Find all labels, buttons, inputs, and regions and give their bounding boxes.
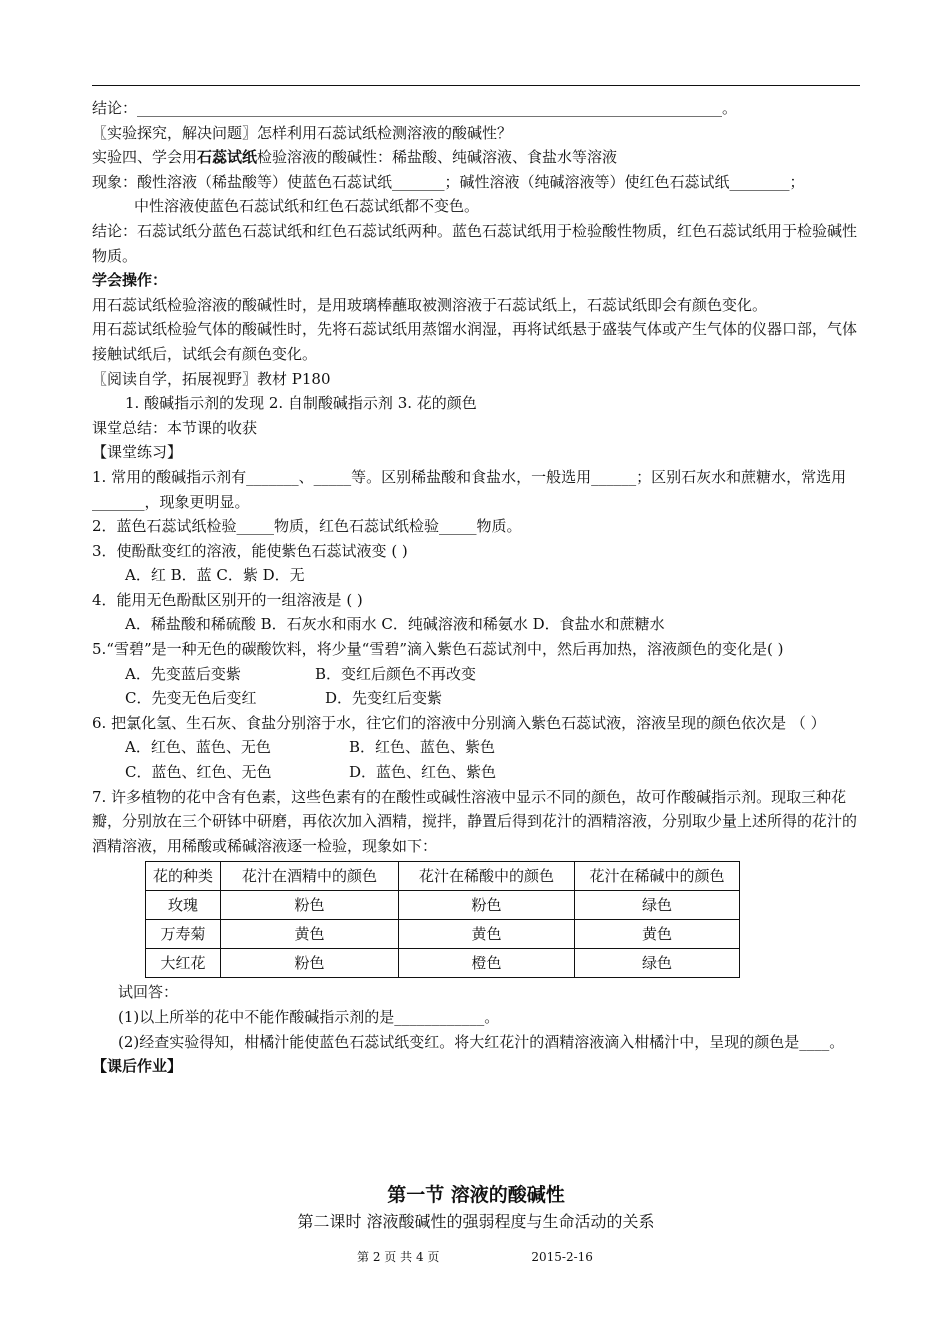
table-cell: 大红花 xyxy=(146,949,221,978)
table-row xyxy=(146,920,740,949)
question-5-options-row-1 xyxy=(92,662,860,687)
operation-paragraph-2: 用石蕊试纸检验气体的酸碱性时，先将石蕊试纸用蒸馏水润湿，再将试纸悬于盛装气体或产生气体的仪器口部，气体接触试纸后，试纸会有颜色变化。 xyxy=(92,320,858,363)
exp4-suffix: 检验溶液的酸碱性：稀盐酸、纯碱溶液、食盐水等溶液 xyxy=(257,148,618,167)
question-6: 6. 把氯化氢、生石灰、食盐分别溶于水，往它们的溶液中分别滴入紫色石蕊试液，溶液呈现的颜色依次是 （ ） xyxy=(92,713,826,732)
question-7: 7. 许多植物的花中含有色素，这些色素有的在酸性或碱性溶液中显示不同的颜色，故可作酸碱指示剂。现取三种花瓣，分别放在三个研钵中研磨，再依次加入酒精，搅拌，静置后得到花汁的酒精溶液，分别取少量上述所得的花汁的酒精溶液，用稀酸或稀碱溶液逐一检验，现象如下： xyxy=(92,787,858,855)
q5-option-d: D．先变红后变紫 xyxy=(325,689,443,708)
table-header-row xyxy=(146,862,740,891)
table-cell: 粉色 xyxy=(399,891,575,920)
conclusion-paragraph: 结论：石蕊试纸分蓝色石蕊试纸和红色石蕊试纸两种。蓝色石蕊试纸用于检验酸性物质，红色石蕊试纸用于检验碱性物质。 xyxy=(92,221,858,265)
answer-2: (2)经查实验得知，柑橘汁能使蓝色石蕊试纸变红。将大红花汁的酒精溶液滴入柑橘汁中，呈现的颜色是____。 xyxy=(118,1032,845,1051)
question-5-options-row-2 xyxy=(92,686,860,711)
class-summary: 课堂总结：本节课的收获 xyxy=(92,418,258,437)
conclusion-line: 结论：______________________________________________________________________________。 xyxy=(92,99,738,117)
question-3: 3．使酚酞变红的溶液，能使紫色石蕊试液变 ( ) xyxy=(92,541,408,560)
section-subtitle: 第二课时 溶液酸碱性的强弱程度与生命活动的关系 xyxy=(297,1212,655,1231)
reading-heading: 〖阅读自学，拓展视野〗教材 P180 xyxy=(92,369,331,388)
question-2: 2．蓝色石蕊试纸检验_____物质，红色石蕊试纸检验_____物质。 xyxy=(92,517,522,536)
learn-operation-title: 学会操作： xyxy=(92,271,168,290)
flower-color-table xyxy=(145,861,740,978)
question-4: 4．能用无色酚酞区别开的一组溶液是 ( ) xyxy=(92,590,363,609)
operation-paragraph-1: 用石蕊试纸检验溶液的酸碱性时，是用玻璃棒蘸取被测溶液于石蕊试纸上，石蕊试纸即会有颜色变化。 xyxy=(92,295,768,314)
q6-option-a: A．红色、蓝色、无色 xyxy=(125,738,271,757)
table-row xyxy=(146,949,740,978)
question-6-options-row-2 xyxy=(92,760,860,785)
q5-option-a: A．先变蓝后变紫 xyxy=(125,664,241,683)
table-cell: 粉色 xyxy=(221,949,399,978)
document-body xyxy=(92,96,860,1079)
table-header: 花汁在稀酸中的颜色 xyxy=(399,862,575,891)
page-number: 第 2 页 共 4 页 xyxy=(357,1250,440,1264)
table-row xyxy=(146,891,740,920)
question-5: 5.“雪碧”是一种无色的碳酸饮料，将少量“雪碧”滴入紫色石蕊试剂中，然后再加热，溶液颜色的变化是( ) xyxy=(92,640,784,659)
question-6-options-row-1 xyxy=(92,735,860,760)
q6-option-d: D．蓝色、红色、紫色 xyxy=(349,763,497,782)
question-1: 1. 常用的酸碱指示剂有_______、_____等。区别稀盐酸和食盐水，一般选用______；区别石灰水和蔗糖水，常选用_______，现象更明显。 xyxy=(92,467,847,511)
section-title: 第一节 溶液的酸碱性 xyxy=(387,1184,565,1206)
table-cell: 万寿菊 xyxy=(146,920,221,949)
exp4-prefix: 实验四、学会用 xyxy=(92,148,198,167)
page-footer xyxy=(0,1248,950,1265)
table-header: 花的种类 xyxy=(146,862,221,891)
q5-option-b: B．变红后颜色不再改变 xyxy=(315,664,477,683)
exp4-bold: 石蕊试纸 xyxy=(197,148,258,167)
phenomenon-line-2: 中性溶液使蓝色石蕊试纸和红色石蕊试纸都不变色。 xyxy=(134,197,480,216)
answer-1: (1)以上所举的花中不能作酸碱指示剂的是____________。 xyxy=(118,1008,500,1026)
table-cell: 黄色 xyxy=(575,920,740,949)
practice-title: 【课堂练习】 xyxy=(92,443,183,462)
table-cell: 绿色 xyxy=(575,949,740,978)
header-rule xyxy=(92,85,860,86)
q6-option-c: C．蓝色、红色、无色 xyxy=(125,763,272,782)
q5-option-c: C．先变无色后变红 xyxy=(125,689,257,708)
homework-title: 【课后作业】 xyxy=(92,1057,183,1076)
table-cell: 绿色 xyxy=(575,891,740,920)
phenomenon-line-1: 现象：酸性溶液（稀盐酸等）使蓝色石蕊试纸_______；碱性溶液（纯碱溶液等）使红色石蕊试纸________； xyxy=(92,172,805,191)
reading-items: 1. 酸碱指示剂的发现 2. 自制酸碱指示剂 3. 花的颜色 xyxy=(125,394,477,413)
experiment-four xyxy=(92,145,860,170)
table-header: 花汁在酒精中的颜色 xyxy=(221,862,399,891)
table-cell: 玫瑰 xyxy=(146,891,221,920)
table-cell: 黄色 xyxy=(399,920,575,949)
table-cell: 粉色 xyxy=(221,891,399,920)
question-3-options: A．红 B．蓝 C．紫 D．无 xyxy=(125,566,305,585)
explore-heading: 〖实验探究，解决问题〗怎样利用石蕊试纸检测溶液的酸碱性？ xyxy=(92,123,513,142)
table-cell: 黄色 xyxy=(221,920,399,949)
answer-intro: 试回答： xyxy=(118,983,179,1002)
question-4-options: A．稀盐酸和稀硫酸 B．石灰水和雨水 C．纯碱溶液和稀氨水 D．食盐水和蔗糖水 xyxy=(125,615,665,634)
footer-date: 2015-2-16 xyxy=(531,1250,593,1264)
q6-option-b: B．红色、蓝色、紫色 xyxy=(349,738,496,757)
table-cell: 橙色 xyxy=(399,949,575,978)
table-header: 花汁在稀碱中的颜色 xyxy=(575,862,740,891)
